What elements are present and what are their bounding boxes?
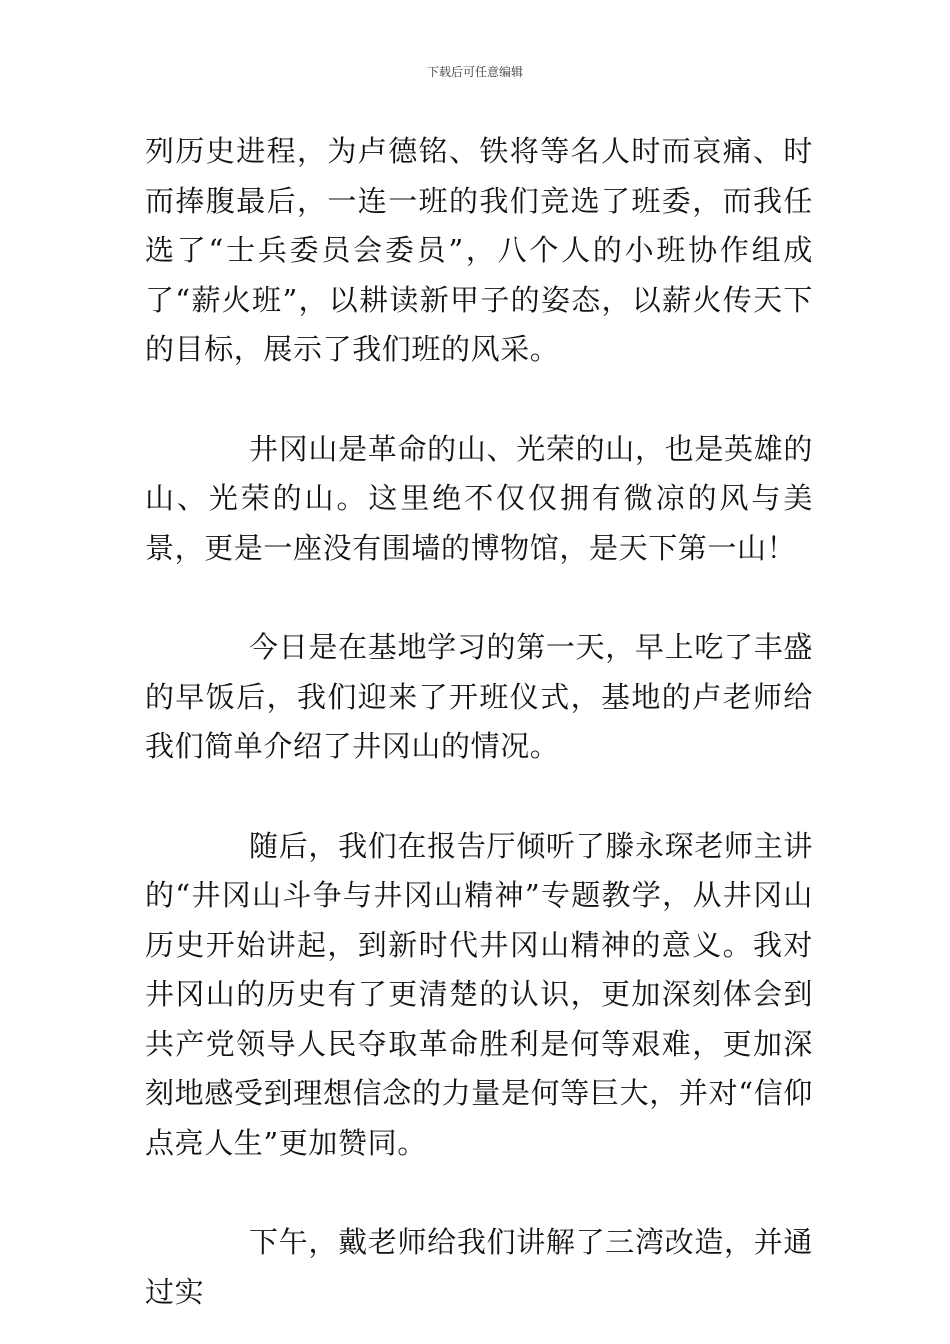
paragraph-2: 井冈山是革命的山、光荣的山，也是英雄的山、光荣的山。这里绝不仅仅拥有微凉的风与美景，更是一座没有围墙的博物馆，是天下第一山！ — [145, 431, 813, 565]
paragraph-3: 今日是在基地学习的第一天，早上吃了丰盛的早饭后，我们迎来了开班仪式，基地的卢老师给我们简单介绍了井冈山的情况。 — [145, 630, 813, 763]
paragraph-gap — [145, 772, 813, 822]
paragraph-1: 列历史进程，为卢德铭、铁将等名人时而哀痛、时而捧腹最后，一连一班的我们竞选了班委，而我任选了“士兵委员会委员”，八个人的小班协作组成了“薪火班”，以耕读新甲子的姿态，以薪火传天下的目标，展示了我们班的风采。 — [145, 134, 813, 366]
paragraph-5: 下午，戴老师给我们讲解了三湾改造，并通过实 — [145, 1225, 813, 1309]
paragraph-gap — [145, 573, 813, 623]
page-header: 下载后可任意编辑 — [426, 65, 523, 79]
paragraph-gap — [145, 1168, 813, 1218]
paragraph-4: 随后，我们在报告厅倾听了滕永琛老师主讲的“井冈山斗争与井冈山精神”专题教学，从井冈山历史开始讲起，到新时代井冈山精神的意义。我对井冈山的历史有了更清楚的认识，更加深刻体会到共产党领导人民夺取革命胜利是何等艰难，更加深刻地感受到理想信念的力量是何等巨大，并对“信仰点亮人生”更加赞同。 — [145, 828, 813, 1160]
paragraph-gap — [145, 375, 813, 425]
document-body — [145, 127, 813, 1317]
